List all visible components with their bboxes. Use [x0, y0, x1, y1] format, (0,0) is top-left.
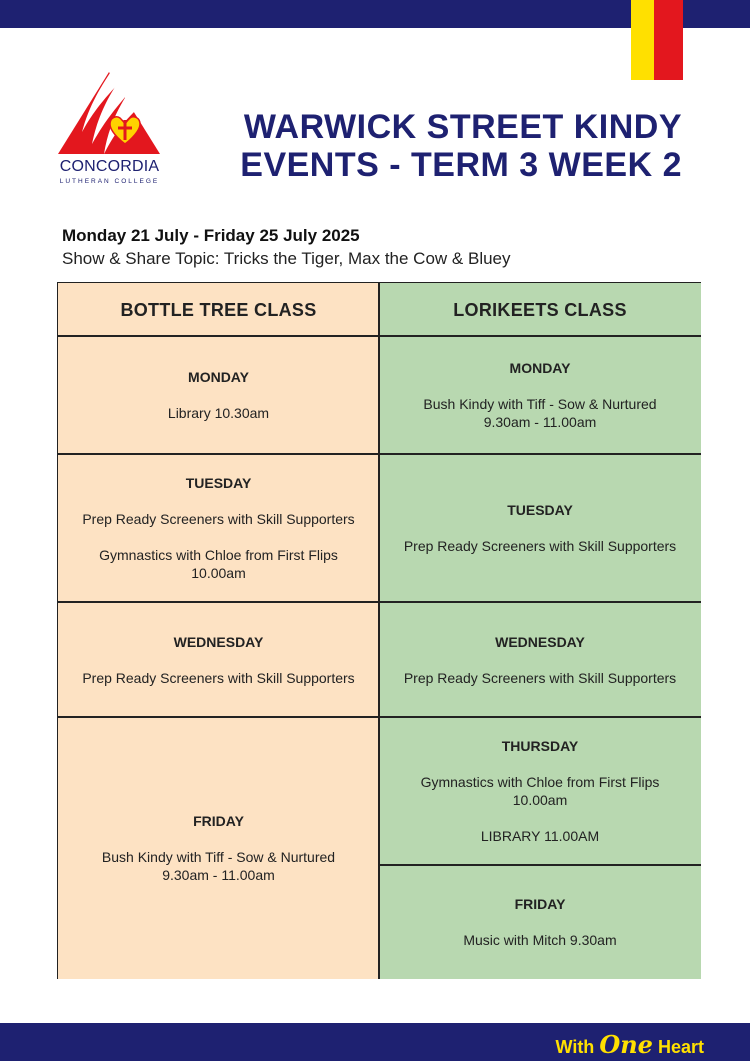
- concordia-logo: [52, 62, 167, 188]
- day-label: MONDAY: [188, 369, 249, 385]
- logo-name: CONCORDIA: [59, 158, 160, 175]
- date-range: Monday 21 July - Friday 25 July 2025: [62, 226, 360, 245]
- tagline-with: With: [555, 1037, 595, 1057]
- day-label: WEDNESDAY: [495, 633, 585, 650]
- event-text: Prep Ready Screeners with Skill Supporters: [403, 538, 677, 554]
- event-text: Gymnastics with Chloe from First Flips: [420, 774, 660, 790]
- title-line-1: WARWICK STREET KINDY: [243, 108, 682, 146]
- yellow-stripe: [631, 0, 654, 80]
- concordia-flame-heart-icon: [52, 62, 167, 162]
- tagline-heart: Heart: [657, 1037, 704, 1057]
- bottle-tree-friday: [58, 717, 379, 979]
- day-label: TUESDAY: [185, 475, 252, 491]
- row-divider: [58, 453, 701, 455]
- event-time: 10.00am: [512, 792, 568, 808]
- event-text: Bush Kindy with Tiff - Sow & Nurtured: [423, 396, 657, 412]
- lorikeets-header: LORIKEETS CLASS: [379, 283, 701, 336]
- event-text: Bush Kindy with Tiff - Sow & Nurtured: [101, 849, 336, 865]
- event-text: Gymnastics with Chloe from First Flips: [99, 547, 338, 563]
- bottle-tree-monday: [58, 336, 379, 454]
- day-label: THURSDAY: [501, 738, 579, 754]
- logo-subtitle: LUTHERAN COLLEGE: [59, 178, 160, 185]
- lorikeets-thursday: [379, 717, 701, 865]
- event-text: Music with Mitch 9.30am: [463, 932, 617, 948]
- bottle-tree-tuesday: [58, 454, 379, 602]
- with-one-heart-tagline: [555, 1030, 704, 1059]
- lorikeets-wednesday: [379, 602, 701, 717]
- day-label: TUESDAY: [507, 502, 573, 518]
- show-share-topic: Show & Share Topic: Tricks the Tiger, Max the Cow & Bluey: [62, 249, 511, 268]
- lorikeets-monday: [379, 336, 701, 454]
- event-time: 9.30am - 11.00am: [483, 414, 597, 430]
- row-divider: [58, 601, 701, 603]
- event-time: 9.30am - 11.00am: [162, 867, 275, 883]
- title-line-2: EVENTS - TERM 3 WEEK 2: [240, 146, 682, 184]
- lorikeets-tuesday: [379, 454, 701, 602]
- schedule-table: [57, 282, 701, 979]
- lorikeets-friday: [379, 865, 701, 979]
- page-title: [220, 108, 682, 184]
- day-label: FRIDAY: [193, 813, 244, 829]
- row-divider: [58, 716, 701, 718]
- bottle-tree-wednesday: [58, 602, 379, 717]
- event-time: 10.00am: [191, 565, 246, 581]
- event-text: Prep Ready Screeners with Skill Supporters: [403, 669, 677, 686]
- row-divider: [58, 335, 701, 337]
- day-label: MONDAY: [509, 360, 571, 376]
- event-text: LIBRARY 11.00AM: [480, 828, 600, 844]
- column-divider: [378, 283, 380, 979]
- day-label: WEDNESDAY: [173, 633, 264, 650]
- row-divider: [379, 864, 701, 866]
- bottle-tree-header: BOTTLE TREE CLASS: [58, 283, 379, 336]
- day-label: FRIDAY: [514, 896, 566, 912]
- event-text: Prep Ready Screeners with Skill Supporters: [82, 669, 355, 686]
- tagline-one: One: [599, 1030, 653, 1059]
- event-text: Library 10.30am: [167, 405, 270, 421]
- red-stripe: [654, 0, 683, 80]
- event-text: Prep Ready Screeners with Skill Supporters: [82, 511, 355, 527]
